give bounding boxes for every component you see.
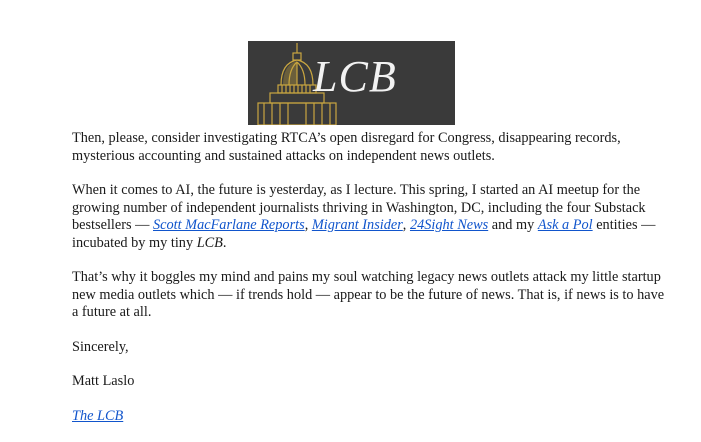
scott-macfarlane-reports-link[interactable]: Scott MacFarlane Reports bbox=[153, 217, 305, 233]
paragraph-2-text: and my bbox=[488, 217, 538, 233]
migrant-insider-link[interactable]: Migrant Insider bbox=[311, 217, 403, 233]
lcb-emphasis: LCB bbox=[196, 234, 223, 251]
paragraph-2-text: When it comes to AI, the future is yesterday, as I lecture. This spring, I started an AI meetup for the growing number of independent journalists thriving in Washington, DC, including the four Substack bestsellers — bbox=[72, 182, 646, 233]
signature: Matt Laslo bbox=[72, 373, 135, 389]
footer bbox=[72, 408, 672, 426]
paragraph-2-end: . bbox=[222, 234, 227, 251]
logo-wordmark: LCB bbox=[313, 52, 397, 101]
paragraph-1: Then, please, consider investigating RTCA’s open disregard for Congress, disappearing records, mysterious accounting and sustained attacks on independent news outlets. bbox=[72, 130, 621, 164]
24sight-news-link[interactable]: 24Sight News bbox=[409, 217, 489, 233]
ask-a-pol-link[interactable]: Ask a Pol bbox=[537, 217, 593, 233]
separator: , bbox=[304, 217, 312, 233]
the-lcb-link[interactable]: The LCB bbox=[72, 407, 124, 424]
paragraph-3: That’s why it boggles my mind and pains my soul watching legacy news outlets attack my little startup new media outlets which — if trends hold — appear to be the future of news. That is, if news is to have a future at all. bbox=[72, 269, 665, 320]
paragraph-2-text: entities — incubated by my tiny bbox=[72, 217, 656, 251]
lcb-logo bbox=[248, 41, 455, 125]
closing: Sincerely, bbox=[72, 338, 129, 355]
paragraph-2 bbox=[72, 182, 672, 252]
separator: , bbox=[402, 217, 410, 233]
letter-body bbox=[72, 130, 672, 442]
